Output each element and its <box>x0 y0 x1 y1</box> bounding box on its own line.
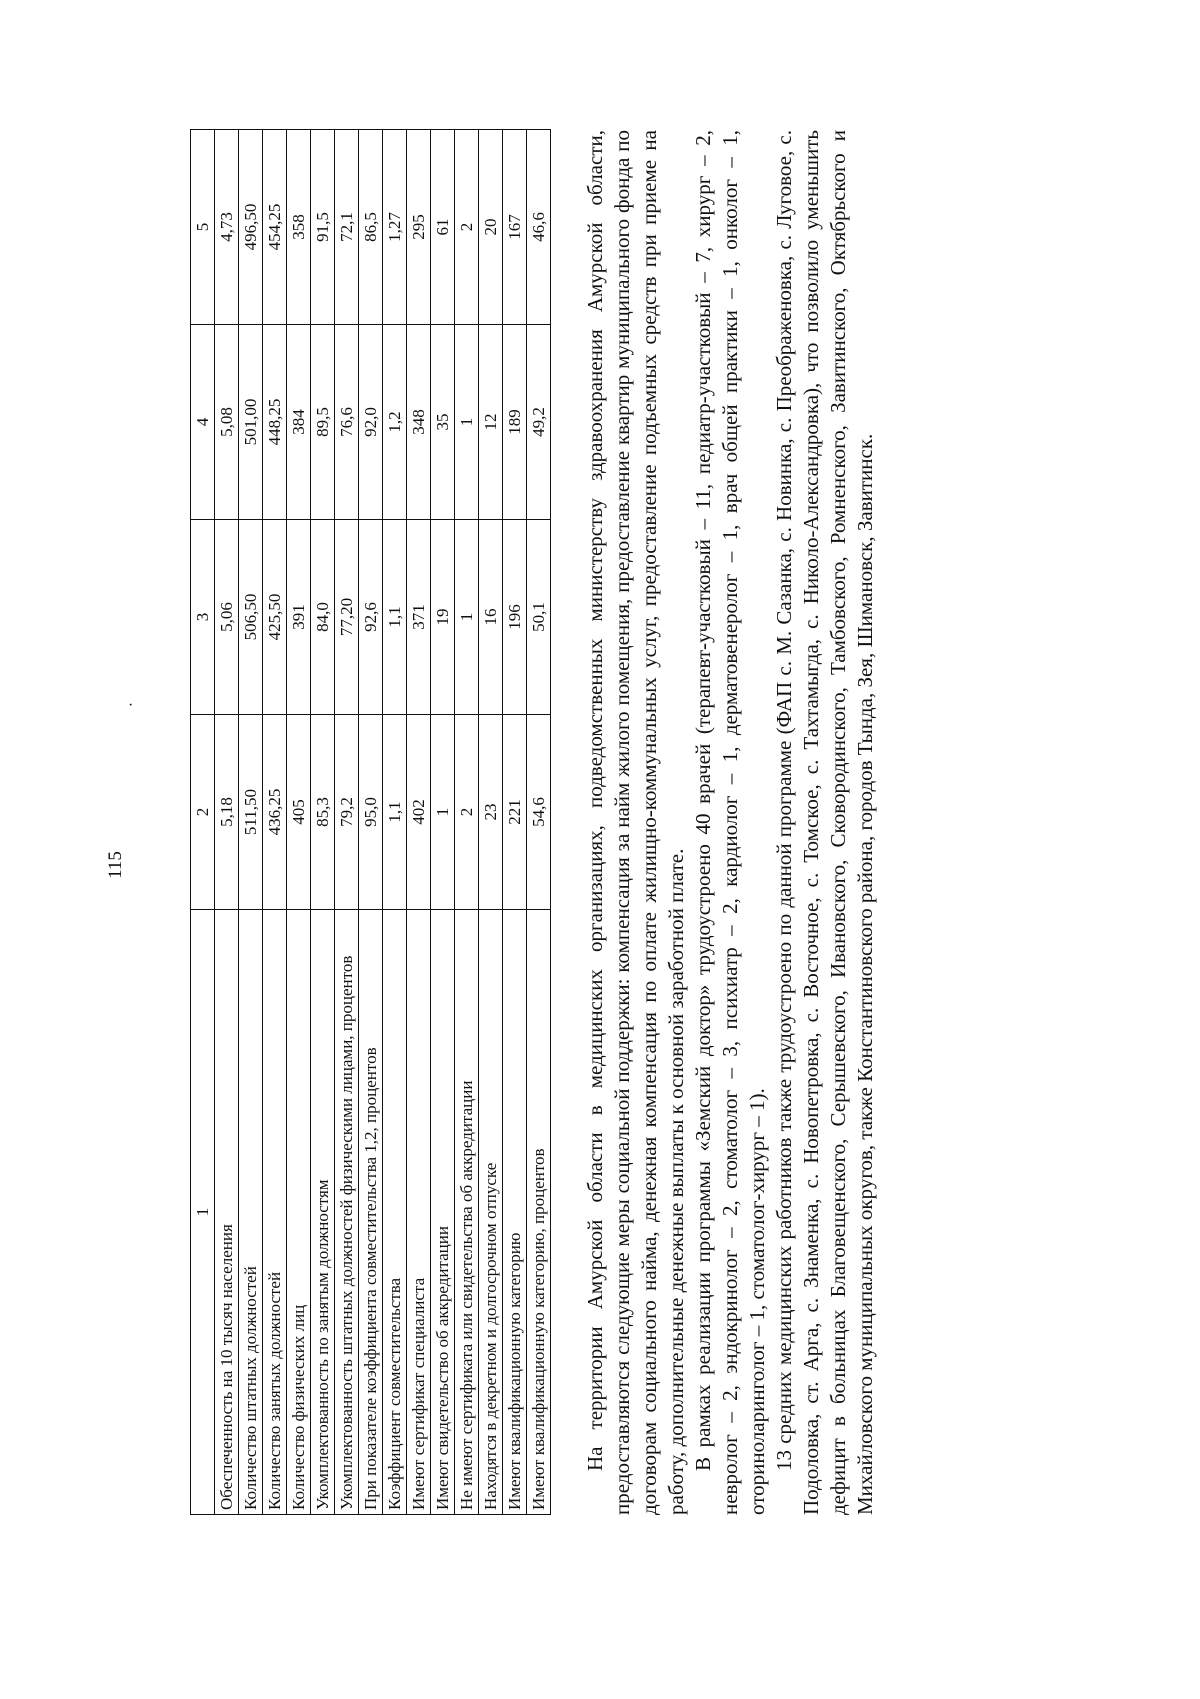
cell-value: 196 <box>503 520 527 715</box>
cell-value: 506,50 <box>239 520 263 715</box>
cell-value: 448,25 <box>263 325 287 520</box>
cell-value: 189 <box>503 325 527 520</box>
cell-value: 84,0 <box>311 520 335 715</box>
cell-value: 77,20 <box>335 520 359 715</box>
column-header: 4 <box>191 325 215 520</box>
cell-value: 49,2 <box>527 325 551 520</box>
row-label: Укомплектованность по занятым должностям <box>311 910 335 1515</box>
paragraph: В рамках реализации программы «Земский доктор» трудоустроено 40 врачей (терапевт-участковый – 11, педиатр-участковый – 7, хирург – 2, невролог – 2, эндокринолог – 2, стоматолог – 3, психиатр – 2, кардиолог – 1, дерматовенеролог – 1, врач общей практики – 1, онколог – 1, оториноларинголог – 1, стоматолог-хирург – 1). <box>691 130 769 1515</box>
cell-value: 1,27 <box>383 130 407 325</box>
cell-value: 89,5 <box>311 325 335 520</box>
cell-value: 1,1 <box>383 520 407 715</box>
cell-value: 50,1 <box>527 520 551 715</box>
table-row <box>383 130 407 1515</box>
table-row <box>263 130 287 1515</box>
cell-value: 511,50 <box>239 715 263 910</box>
row-label: Количество занятых должностей <box>263 910 287 1515</box>
row-label: Не имеют сертификата или свидетельства об аккредитации <box>455 910 479 1515</box>
cell-value: 358 <box>287 130 311 325</box>
table-row <box>455 130 479 1515</box>
table-row <box>287 130 311 1515</box>
row-label: Имеют сертификат специалиста <box>407 910 431 1515</box>
cell-value: 1 <box>455 325 479 520</box>
cell-value: 46,6 <box>527 130 551 325</box>
cell-value: 496,50 <box>239 130 263 325</box>
row-label: Имеют квалификационную категорию, процентов <box>527 910 551 1515</box>
row-label: Коэффициент совместительства <box>383 910 407 1515</box>
row-label: Имеют квалификационную категорию <box>503 910 527 1515</box>
row-label: Обеспеченность на 10 тысяч населения <box>215 910 239 1515</box>
cell-value: 79,2 <box>335 715 359 910</box>
cell-value: 436,25 <box>263 715 287 910</box>
stray-dot: · <box>128 697 134 714</box>
cell-value: 35 <box>431 325 455 520</box>
body-text <box>582 130 879 1515</box>
table-row <box>407 130 431 1515</box>
cell-value: 92,6 <box>359 520 383 715</box>
paragraph: 13 средних медицинских работников также трудоустроено по данной программе (ФАП с. М. Сазанка, с. Новинка, с. Преображеновка, с. Луговое, с. Подоловка, ст. Арга, с. Знаменка, с. Новопетровка, с. Восточное, с. Томское, с. Тахтамыгда, с. Николо-Александровка), что позволило уменьшить дефицит в больницах Благовещенского, Серышевского, Ивановского, Сковородинского, Тамбовского, Ромненского, Завитинского, Октябрьского и Михайловского муниципальных округов, также Константиновского района, городов Тында, Зея, Шимановск, Завитинск. <box>772 130 877 1515</box>
cell-value: 1,1 <box>383 715 407 910</box>
cell-value: 19 <box>431 520 455 715</box>
table-row <box>335 130 359 1515</box>
cell-value: 348 <box>407 325 431 520</box>
table-row <box>215 130 239 1515</box>
row-label: Количество физических лиц <box>287 910 311 1515</box>
cell-value: 12 <box>479 325 503 520</box>
row-label: Находятся в декретном и долгосрочном отпуске <box>479 910 503 1515</box>
table-body <box>215 130 551 1515</box>
cell-value: 4,73 <box>215 130 239 325</box>
staffing-table <box>190 129 551 1515</box>
cell-value: 405 <box>287 715 311 910</box>
table-row <box>503 130 527 1515</box>
table-header-row <box>191 130 215 1515</box>
cell-value: 92,0 <box>359 325 383 520</box>
cell-value: 1 <box>431 715 455 910</box>
cell-value: 501,00 <box>239 325 263 520</box>
cell-value: 371 <box>407 520 431 715</box>
table-row <box>359 130 383 1515</box>
cell-value: 167 <box>503 130 527 325</box>
cell-value: 384 <box>287 325 311 520</box>
column-header: 2 <box>191 715 215 910</box>
cell-value: 1 <box>455 520 479 715</box>
row-label: Имеют свидетельство об аккредитации <box>431 910 455 1515</box>
cell-value: 16 <box>479 520 503 715</box>
row-label: Количество штатных должностей <box>239 910 263 1515</box>
column-header: 5 <box>191 130 215 325</box>
table-row <box>431 130 455 1515</box>
cell-value: 295 <box>407 130 431 325</box>
rotated-content <box>190 130 1070 1515</box>
cell-value: 2 <box>455 715 479 910</box>
row-label: При показателе коэффициента совместительства 1,2, процентов <box>359 910 383 1515</box>
cell-value: 1,2 <box>383 325 407 520</box>
cell-value: 5,18 <box>215 715 239 910</box>
cell-value: 402 <box>407 715 431 910</box>
cell-value: 425,50 <box>263 520 287 715</box>
cell-value: 391 <box>287 520 311 715</box>
table-row <box>311 130 335 1515</box>
cell-value: 221 <box>503 715 527 910</box>
cell-value: 5,08 <box>215 325 239 520</box>
cell-value: 5,06 <box>215 520 239 715</box>
paragraph: На территории Амурской области в медицинских организациях, подведомственных министерству здравоохранения Амурской области, предоставляются следующие меры социальной поддержки: компенсация за найм жилого помещения, предоставление квартир муниципального фонда по договорам социального найма, денежная компенсация по оплате жилищно-коммунальных услуг, предоставление подъемных средств при приеме на работу, дополнительные денежные выплаты к основной заработной плате. <box>583 130 688 1515</box>
cell-value: 61 <box>431 130 455 325</box>
table-row <box>239 130 263 1515</box>
cell-value: 72,1 <box>335 130 359 325</box>
table-row <box>479 130 503 1515</box>
row-label: Укомплектованность штатных должностей физическими лицами, процентов <box>335 910 359 1515</box>
cell-value: 54,6 <box>527 715 551 910</box>
cell-value: 86,5 <box>359 130 383 325</box>
cell-value: 91,5 <box>311 130 335 325</box>
cell-value: 76,6 <box>335 325 359 520</box>
cell-value: 20 <box>479 130 503 325</box>
cell-value: 23 <box>479 715 503 910</box>
cell-value: 85,3 <box>311 715 335 910</box>
cell-value: 2 <box>455 130 479 325</box>
table-row <box>527 130 551 1515</box>
cell-value: 95,0 <box>359 715 383 910</box>
cell-value: 454,25 <box>263 130 287 325</box>
column-header: 3 <box>191 520 215 715</box>
column-header: 1 <box>191 910 215 1515</box>
page-number: 115 <box>105 851 126 879</box>
